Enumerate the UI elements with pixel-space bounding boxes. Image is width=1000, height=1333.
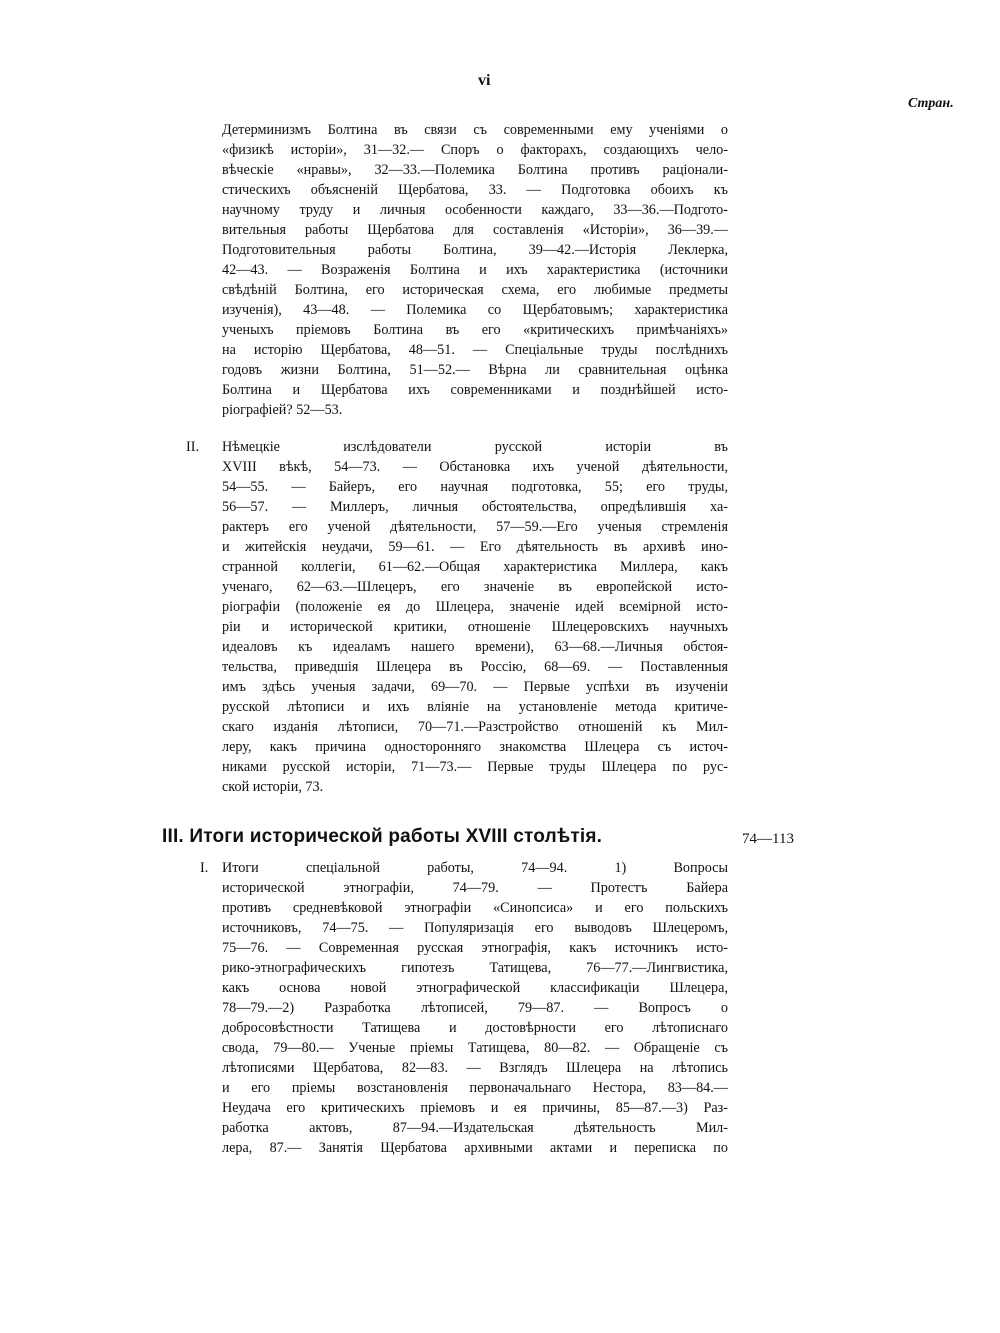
text-line: «физикѣ исторіи», 31—32.— Споръ о факторахъ, создающихъ чело- — [222, 142, 728, 158]
text-line: Нѣмецкіе изслѣдователи русской исторіи въ — [222, 439, 728, 455]
text-line: тельства, приведшія Шлецера въ Россію, 68—69. — Поставленныя — [222, 659, 728, 675]
text-line: лѣтописями Щербатова, 82—83. — Взглядъ Шлецера на лѣтопись — [222, 1060, 728, 1076]
text-line: ученыхъ пріемовъ Болтина въ его «критическихъ примѣчаніяхъ» — [222, 322, 728, 338]
text-line: скаго изданія лѣтописи, 70—71.—Разстройство отношеній къ Мил- — [222, 719, 728, 735]
text-line: странной коллегіи, 61—62.—Общая характеристика Миллера, какъ — [222, 559, 728, 575]
text-line: 42—43. — Возраженія Болтина и ихъ характеристика (источники — [222, 262, 728, 278]
text-line: ріографіи (положеніе ея до Шлецера, значеніе идей всемірной исто- — [222, 599, 728, 615]
toc-paragraph-special-work — [222, 858, 728, 1158]
toc-item-number-i: I. — [200, 860, 209, 876]
text-line: идеаловъ къ идеаламъ нашего времени), 63—68.—Личныя обстоя- — [222, 639, 728, 655]
text-line: Детерминизмъ Болтина въ связи съ современными ему ученіями о — [222, 122, 728, 138]
text-line: свода, 79—80.— Ученые пріемы Татищева, 80—82. — Обращеніе съ — [222, 1040, 728, 1056]
text-line: лера, 87.— Занятія Щербатова архивными актами и переписка по — [222, 1140, 728, 1156]
text-line: рико-этнографическихъ гипотезъ Татищева, 76—77.—Лингвистика, — [222, 960, 728, 976]
section-page-range: 74—113 — [742, 831, 794, 847]
text-line: имъ здѣсь ученыя задачи, 69—70. — Первые успѣхи въ изученіи — [222, 679, 728, 695]
text-line: 75—76. — Современная русская этнографія, какъ источникъ исто- — [222, 940, 728, 956]
text-line: ученаго, 62—63.—Шлецеръ, его значеніе въ европейской исто- — [222, 579, 728, 595]
page-number: vi — [478, 72, 491, 89]
text-line: научному труду и личныя особенности каждаго, 33—36.—Подгото- — [222, 202, 728, 218]
text-line: 54—55. — Байеръ, его научная подготовка, 55; его труды, — [222, 479, 728, 495]
text-line: Итоги спеціальной работы, 74—94. 1) Вопросы — [222, 860, 728, 876]
text-line: леру, какъ причина односторонняго знакомства Шлецера съ источ- — [222, 739, 728, 755]
text-line: свѣдѣній Болтина, его историческая схема, его любимые предметы — [222, 282, 728, 298]
toc-paragraph-german-researchers — [222, 437, 728, 797]
text-line: 56—57. — Миллеръ, личныя обстоятельства, опредѣлившія ха- — [222, 499, 728, 515]
toc-paragraph-boltin — [222, 120, 728, 420]
text-line: добросовѣстности Татищева и достовѣрности его лѣтописнаго — [222, 1020, 728, 1036]
text-line: вительныя работы Щербатова для составленія «Исторіи», 36—39.— — [222, 222, 728, 238]
text-line: исторической этнографіи, 74—79. — Протестъ Байера — [222, 880, 728, 896]
text-line: Болтина и Щербатова ихъ современниками и позднѣйшей исто- — [222, 382, 728, 398]
text-line: стическихъ объясненій Щербатова, 33. — Подготовка обоихъ къ — [222, 182, 728, 198]
text-line: ріи и исторической критики, отношеніе Шлецеровскихъ научныхъ — [222, 619, 728, 635]
text-line: ріографіей? 52—53. — [222, 402, 343, 418]
text-line: Неудача его критическихъ пріемовъ и ея причины, 85—87.—3) Раз- — [222, 1100, 728, 1116]
text-line: XVIII вѣкѣ, 54—73. — Обстановка ихъ ученой дѣятельности, — [222, 459, 728, 475]
toc-item-number-ii: II. — [186, 439, 199, 455]
text-line: изученія), 43—48. — Полемика со Щербатовымъ; характеристика — [222, 302, 728, 318]
text-line: какъ основа новой этнографической классификаціи Шлецера, — [222, 980, 728, 996]
text-line: 78—79.—2) Разработка лѣтописей, 79—87. — Вопросъ о — [222, 1000, 728, 1016]
text-line: вѣческіе «нравы», 32—33.—Полемика Болтина противъ раціонали- — [222, 162, 728, 178]
text-line: годовъ жизни Болтина, 51—52.— Вѣрна ли сравнительная оцѣнка — [222, 362, 728, 378]
section-heading: III. Итоги исторической работы XVIII столѣтія. — [162, 826, 603, 847]
text-line: источниковъ, 74—75. — Популяризація его выводовъ Шлецеромъ, — [222, 920, 728, 936]
text-line: ской исторіи, 73. — [222, 779, 324, 795]
text-line: рактеръ его ученой дѣятельности, 57—59.—Его ученыя стремленія — [222, 519, 728, 535]
text-line: никами русской исторіи, 71—73.— Первые труды Шлецера по рус- — [222, 759, 728, 775]
text-line: и его пріемы возстановленія первоначальнаго Нестора, 83—84.— — [222, 1080, 728, 1096]
text-line: на исторію Щербатова, 48—51. — Спеціальные труды послѣднихъ — [222, 342, 728, 358]
text-line: русской лѣтописи и ихъ вліяніе на установленіе метода критиче- — [222, 699, 728, 715]
text-line: Подготовительныя работы Болтина, 39—42.—Исторія Леклерка, — [222, 242, 728, 258]
text-line: и житейскія неудачи, 59—61. — Его дѣятельность въ архивѣ ино- — [222, 539, 728, 555]
page-column-header: Стран. — [908, 96, 954, 111]
text-line: работка актовъ, 87—94.—Издательская дѣятельность Мил- — [222, 1120, 728, 1136]
text-line: противъ средневѣковой этнографіи «Синопсиса» и его польскихъ — [222, 900, 728, 916]
